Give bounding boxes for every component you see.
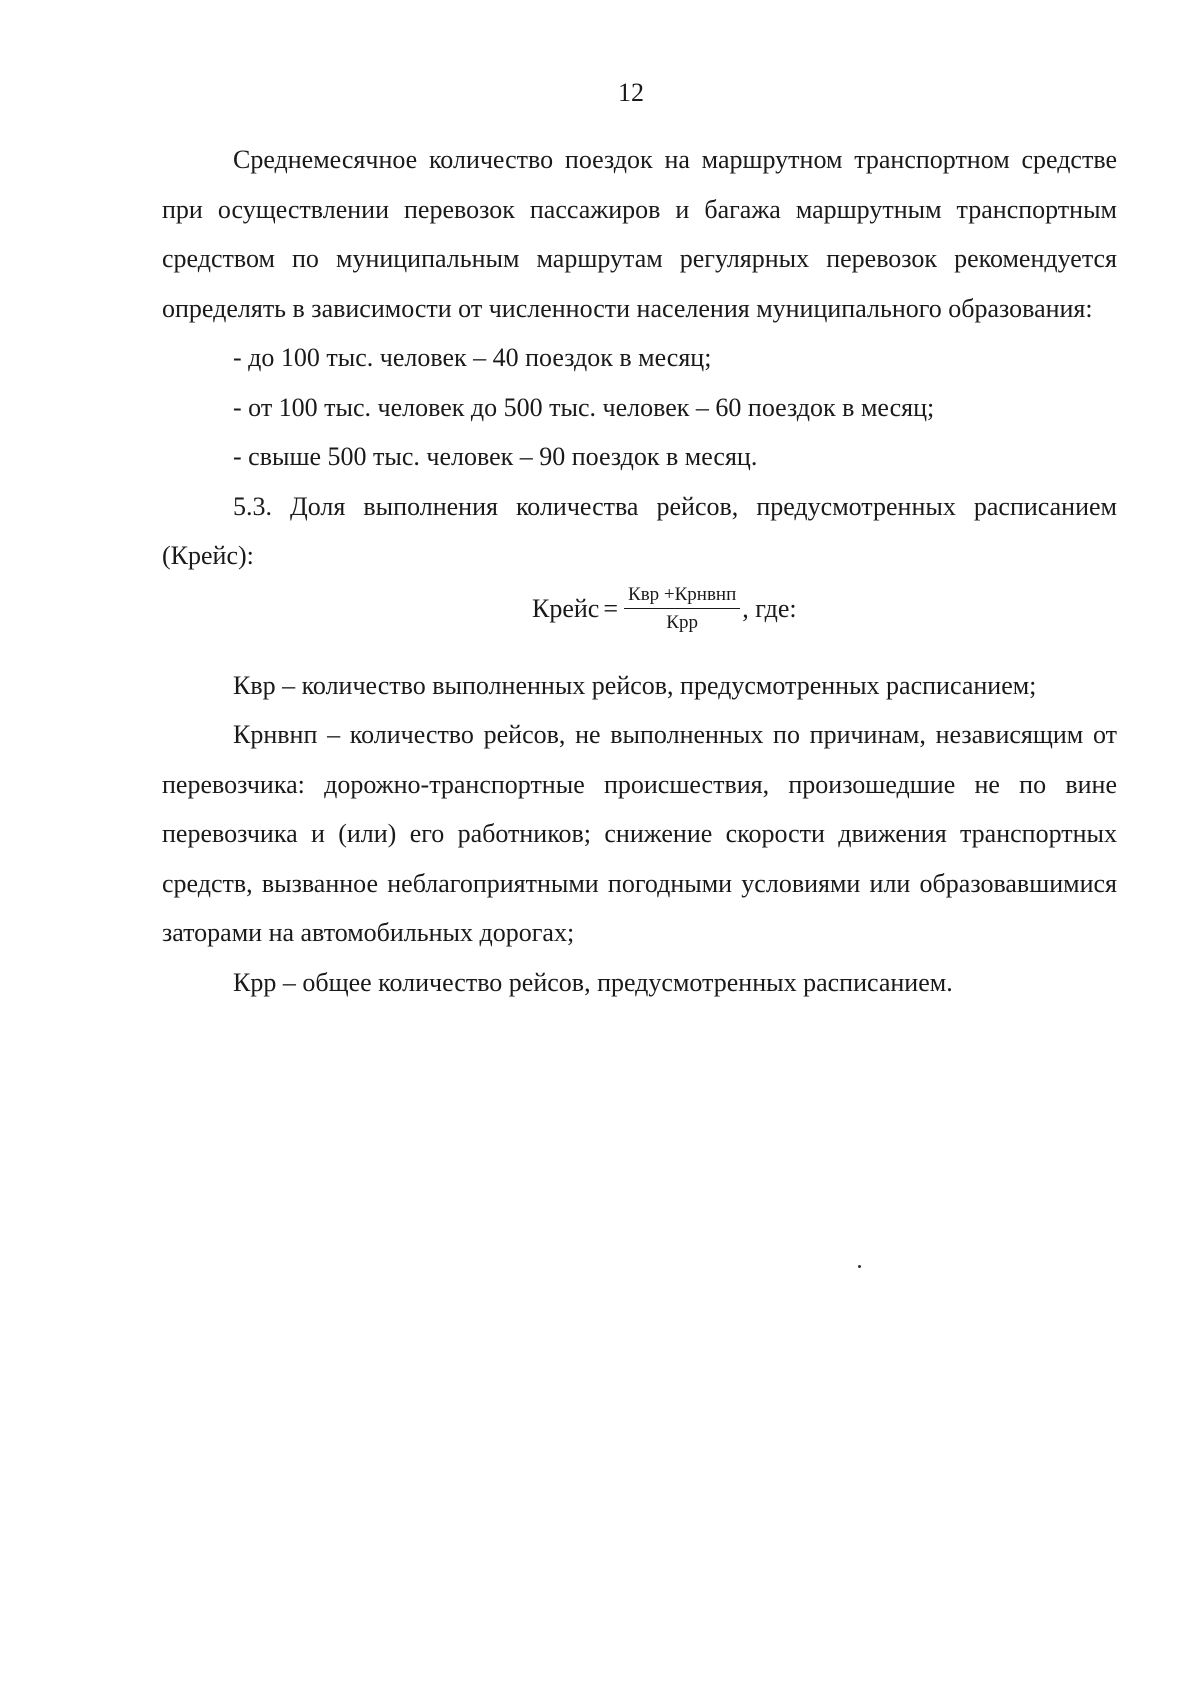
document-body: [162, 135, 1117, 1007]
page-number: 12: [618, 78, 644, 107]
formula-fraction: [624, 583, 740, 636]
list-item: - свыше 500 тыс. человек – 90 поездок в месяц.: [233, 442, 758, 471]
formula-denominator: Крр: [666, 612, 698, 634]
list-item: - от 100 тыс. человек до 500 тыс. человек – 60 поездок в месяц;: [233, 392, 935, 422]
formula-block: [162, 581, 1117, 661]
definition-krr: Крр – общее количество рейсов, предусмотренных расписанием.: [233, 967, 953, 997]
scan-speck: [858, 1265, 861, 1268]
formula: [532, 583, 797, 636]
formula-suffix: , где:: [742, 594, 797, 623]
formula-lhs: Крейс: [532, 594, 600, 623]
definition-krnvnp: Крнвнп – количество рейсов, не выполненных по причинам, независящим от перевозчика: дорожно-транспортные происшествия, произошедшие не по вине перевозчика и (или) его работников; снижение скорости движения транспортных средств, вызванное неблагоприятными погодными условиями или образовавшимися заторами на автомобильных дорогах;: [162, 720, 1117, 947]
intro-paragraph: Среднемесячное количество поездок на маршрутном транспортном средстве при осуществлении перевозок пассажиров и багажа маршрутным транспортным средством по муниципальным маршрутам регулярных перевозок рекомендуется определять в зависимости от численности населения муниципального образования:: [162, 145, 1117, 323]
section-paragraph: 5.3. Доля выполнения количества рейсов, предусмотренных расписанием (Крейс):: [162, 491, 1117, 570]
formula-equals: =: [603, 594, 619, 623]
formula-numerator: Квр +Крнвнп: [624, 583, 740, 610]
list-item: - до 100 тыс. человек – 40 поездок в месяц;: [233, 343, 712, 372]
definition-kvr: Квр – количество выполненных рейсов, предусмотренных расписанием;: [233, 670, 1037, 700]
